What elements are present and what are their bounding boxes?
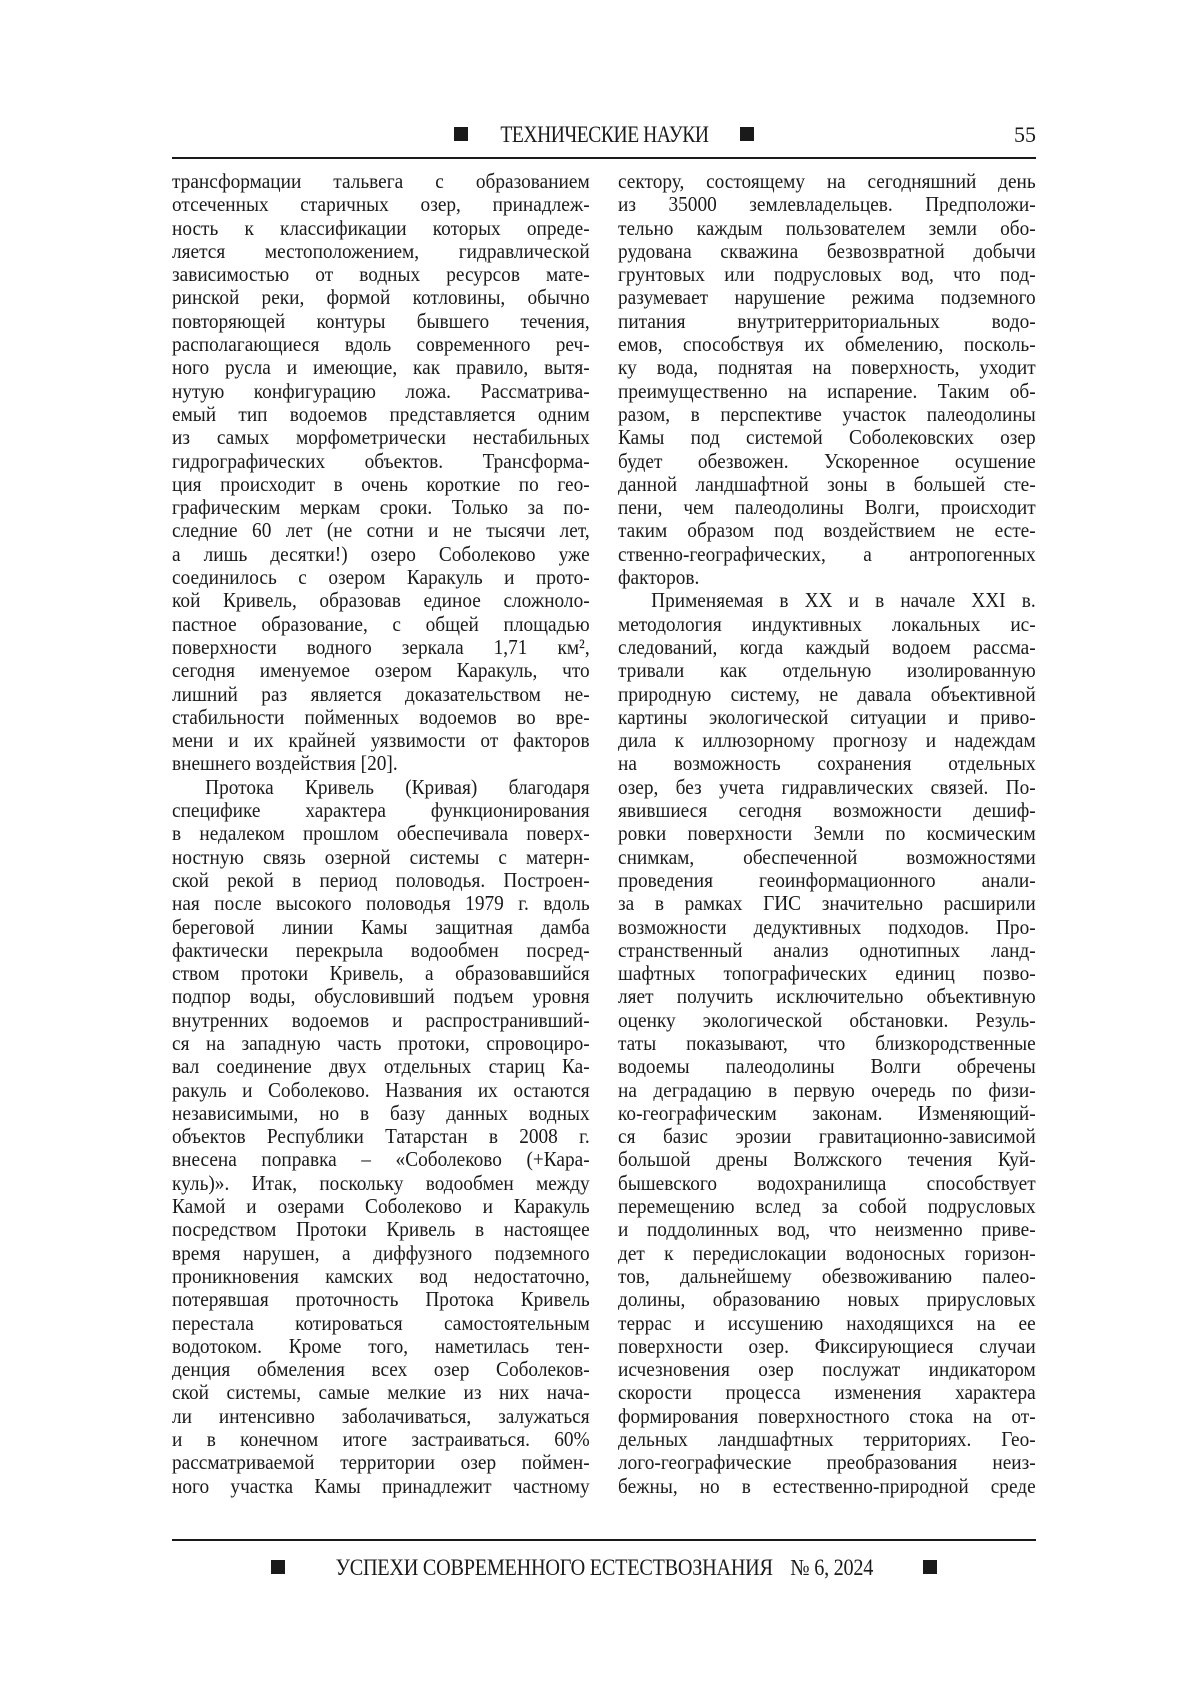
- text-line: дельных ландшафтных территориях. Гео-: [618, 1428, 1036, 1451]
- text-line: ция происходит в очень короткие по гео-: [172, 473, 590, 496]
- text-line: тельно каждым пользователем земли обо-: [618, 217, 1036, 240]
- text-line: будет обезвожен. Ускоренное осушение: [618, 450, 1036, 473]
- text-line: внешнего воздействия [20].: [172, 752, 590, 775]
- text-line: за в рамках ГИС значительно расширили: [618, 892, 1036, 915]
- text-line: ность к классификации которых опреде-: [172, 217, 590, 240]
- text-line: ственно-географических, а антропогенных: [618, 543, 1036, 566]
- text-line: Протока Кривель (Кривая) благодаря: [172, 776, 590, 799]
- square-bullet-icon: [740, 127, 754, 141]
- text-line: ная после высокого половодья 1979 г. вдоль: [172, 892, 590, 915]
- text-line: поверхности водного зеркала 1,71 км²,: [172, 636, 590, 659]
- right-column: [618, 170, 1036, 1498]
- journal-title: УСПЕХИ СОВРЕМЕННОГО ЕСТЕСТВОЗНАНИЯ: [335, 1555, 772, 1580]
- square-bullet-icon: [454, 127, 468, 141]
- text-line: рудована скважина безвозвратной добычи: [618, 240, 1036, 263]
- text-line: шафтных топографических единиц позво-: [618, 962, 1036, 985]
- text-line: странственный анализ однотипных ланд-: [618, 939, 1036, 962]
- footer-rule: [172, 1539, 1036, 1541]
- text-line: бежны, но в естественно-природной среде: [618, 1475, 1036, 1498]
- text-line: ли интенсивно заболачиваться, залужаться: [172, 1405, 590, 1428]
- text-line: ринской реки, формой котловины, обычно: [172, 286, 590, 309]
- text-line: повторяющей контуры бывшего течения,: [172, 310, 590, 333]
- text-line: и в конечном итоге застраиваться. 60%: [172, 1428, 590, 1451]
- text-line: ного русла и имеющие, как правило, вытя-: [172, 356, 590, 379]
- text-line: трансформации тальвега с образованием: [172, 170, 590, 193]
- text-line: ской системы, самые мелкие из них нача-: [172, 1381, 590, 1404]
- text-line: соединилось с озером Каракуль и прото-: [172, 566, 590, 589]
- text-line: на деградацию в первую очередь по физи-: [618, 1079, 1036, 1102]
- text-line: ко-географическим законам. Изменяющий-: [618, 1102, 1036, 1125]
- text-line: сектору, состоящему на сегодняшний день: [618, 170, 1036, 193]
- section-title-text: ТЕХНИЧЕСКИЕ НАУКИ: [500, 120, 708, 150]
- text-line: ством протоки Кривель, а образовавшийся: [172, 962, 590, 985]
- text-line: береговой линии Камы защитная дамба: [172, 916, 590, 939]
- text-line: ракуль и Соболеково. Названия их остаются: [172, 1079, 590, 1102]
- text-line: лого-географические преобразования неиз-: [618, 1451, 1036, 1474]
- text-line: объектов Республики Татарстан в 2008 г.: [172, 1125, 590, 1148]
- text-line: лишний раз является доказательством не-: [172, 683, 590, 706]
- text-line: денция обмеления всех озер Соболеков-: [172, 1358, 590, 1381]
- text-line: формирования поверхностного стока на от-: [618, 1405, 1036, 1428]
- text-line: кой Кривель, образовав единое сложноло-: [172, 589, 590, 612]
- text-line: ного участка Камы принадлежит частному: [172, 1475, 590, 1498]
- text-line: ляет получить исключительно объективную: [618, 985, 1036, 1008]
- text-line: большой дрены Волжского течения Куй-: [618, 1148, 1036, 1171]
- text-line: террас и иссушению находящихся на ее: [618, 1312, 1036, 1335]
- text-line: ку вода, поднятая на поверхность, уходит: [618, 356, 1036, 379]
- text-line: перестала котироваться самостоятельным: [172, 1312, 590, 1335]
- text-line: поверхности озер. Фиксирующиеся случаи: [618, 1335, 1036, 1358]
- text-line: графическим меркам сроки. Только за по-: [172, 496, 590, 519]
- header-rule: [172, 157, 1036, 159]
- text-line: и поддолинных вод, что неизменно приве-: [618, 1218, 1036, 1241]
- text-line: тов, дальнейшему обезвоживанию палео-: [618, 1265, 1036, 1288]
- text-line: отсеченных старичных озер, принадлеж-: [172, 193, 590, 216]
- text-line: потерявшая проточность Протока Кривель: [172, 1288, 590, 1311]
- text-line: бышевского водохранилища способствует: [618, 1172, 1036, 1195]
- text-line: факторов.: [618, 566, 1036, 589]
- page-number: 55: [1014, 120, 1036, 150]
- text-line: разом, в перспективе участок палеодолины: [618, 403, 1036, 426]
- text-line: оценку экологической обстановки. Резуль-: [618, 1009, 1036, 1032]
- text-line: преимущественно на испарение. Таким об-: [618, 380, 1036, 403]
- issue-number: № 6, 2024: [790, 1555, 873, 1580]
- text-line: данной ландшафтной зоны в большей сте-: [618, 473, 1036, 496]
- text-line: таким образом под воздействием не есте-: [618, 519, 1036, 542]
- text-line: дет к передислокации водоносных горизон-: [618, 1242, 1036, 1265]
- text-line: возможности дедуктивных подходов. Про-: [618, 916, 1036, 939]
- text-line: Камой и озерами Соболеково и Каракуль: [172, 1195, 590, 1218]
- text-line: нутую конфигурацию ложа. Рассматрива-: [172, 380, 590, 403]
- text-line: озер, без учета гидравлических связей. По-: [618, 776, 1036, 799]
- text-line: вал соединение двух отдельных стариц Ка-: [172, 1055, 590, 1078]
- text-line: картины экологической ситуации и приво-: [618, 706, 1036, 729]
- left-column: [172, 170, 590, 1498]
- text-line: скорости процесса изменения характера: [618, 1381, 1036, 1404]
- text-line: следований, когда каждый водоем рассма-: [618, 636, 1036, 659]
- text-line: ляется местоположением, гидравлической: [172, 240, 590, 263]
- text-line: Камы под системой Соболековских озер: [618, 426, 1036, 449]
- text-line: явившиеся сегодня возможности дешиф-: [618, 799, 1036, 822]
- text-line: природную систему, не давала объективной: [618, 683, 1036, 706]
- text-line: водоемы палеодолины Волги обречены: [618, 1055, 1036, 1078]
- text-line: внутренних водоемов и распространивший-: [172, 1009, 590, 1032]
- text-line: специфике характера функционирования: [172, 799, 590, 822]
- text-line: тривали как отдельную изолированную: [618, 659, 1036, 682]
- text-line: пастное образование, с общей площадью: [172, 613, 590, 636]
- text-line: Применяемая в XX и в начале XXI в.: [618, 589, 1036, 612]
- text-line: долины, образованию новых прирусловых: [618, 1288, 1036, 1311]
- text-line: емов, способствуя их обмелению, посколь-: [618, 333, 1036, 356]
- text-line: рассматриваемой территории озер поймен-: [172, 1451, 590, 1474]
- text-line: из самых морфометрически нестабильных: [172, 426, 590, 449]
- text-line: ской рекой в период половодья. Построен-: [172, 869, 590, 892]
- text-line: а лишь десятки!) озеро Соболеково уже: [172, 543, 590, 566]
- text-line: посредством Протоки Кривель в настоящее: [172, 1218, 590, 1241]
- text-line: зависимостью от водных ресурсов мате-: [172, 263, 590, 286]
- text-line: ся базис эрозии гравитационно-зависимой: [618, 1125, 1036, 1148]
- text-line: ся на западную часть протоки, спровоциро-: [172, 1032, 590, 1055]
- text-line: перемещению вслед за собой подрусловых: [618, 1195, 1036, 1218]
- text-line: питания внутритерриториальных водо-: [618, 310, 1036, 333]
- text-line: сегодня именуемое озером Каракуль, что: [172, 659, 590, 682]
- text-line: водотоком. Кроме того, наметилась тен-: [172, 1335, 590, 1358]
- section-title: [172, 120, 1036, 150]
- square-bullet-icon: [923, 1560, 937, 1574]
- text-line: мени и их крайней уязвимости от факторов: [172, 729, 590, 752]
- text-line: время нарушен, а диффузного подземного: [172, 1242, 590, 1265]
- text-line: емый тип водоемов представляется одним: [172, 403, 590, 426]
- text-line: ностную связь озерной системы с матерн-: [172, 846, 590, 869]
- text-line: в недалеком прошлом обеспечивала поверх-: [172, 822, 590, 845]
- text-line: проведения геоинформационного анали-: [618, 869, 1036, 892]
- text-line: пени, чем палеодолины Волги, происходит: [618, 496, 1036, 519]
- text-line: таты показывают, что близкородственные: [618, 1032, 1036, 1055]
- text-line: подпор воды, обусловивший подъем уровня: [172, 985, 590, 1008]
- text-line: грунтовых или подрусловых вод, что под-: [618, 263, 1036, 286]
- text-line: независимыми, но в базу данных водных: [172, 1102, 590, 1125]
- text-line: куль)». Итак, поскольку водообмен между: [172, 1172, 590, 1195]
- text-line: разумевает нарушение режима подземного: [618, 286, 1036, 309]
- text-line: фактически перекрыла водообмен посред-: [172, 939, 590, 962]
- text-line: на возможность сохранения отдельных: [618, 752, 1036, 775]
- text-line: внесена поправка – «Соболеково (+Кара-: [172, 1148, 590, 1171]
- text-line: проникновения камских вод недостаточно,: [172, 1265, 590, 1288]
- text-line: гидрографических объектов. Трансформа-: [172, 450, 590, 473]
- text-line: располагающиеся вдоль современного реч-: [172, 333, 590, 356]
- running-header: [172, 120, 1036, 150]
- text-line: снимкам, обеспеченной возможностями: [618, 846, 1036, 869]
- text-line: следние 60 лет (не сотни и не тысячи лет,: [172, 519, 590, 542]
- running-footer: [172, 1553, 1036, 1583]
- square-bullet-icon: [271, 1560, 285, 1574]
- text-line: исчезновения озер послужат индикатором: [618, 1358, 1036, 1381]
- text-line: дила к иллюзорному прогнозу и надеждам: [618, 729, 1036, 752]
- text-line: стабильности пойменных водоемов во вре-: [172, 706, 590, 729]
- text-line: ровки поверхности Земли по космическим: [618, 822, 1036, 845]
- text-line: из 35000 землевладельцев. Предположи-: [618, 193, 1036, 216]
- text-line: методология индуктивных локальных ис-: [618, 613, 1036, 636]
